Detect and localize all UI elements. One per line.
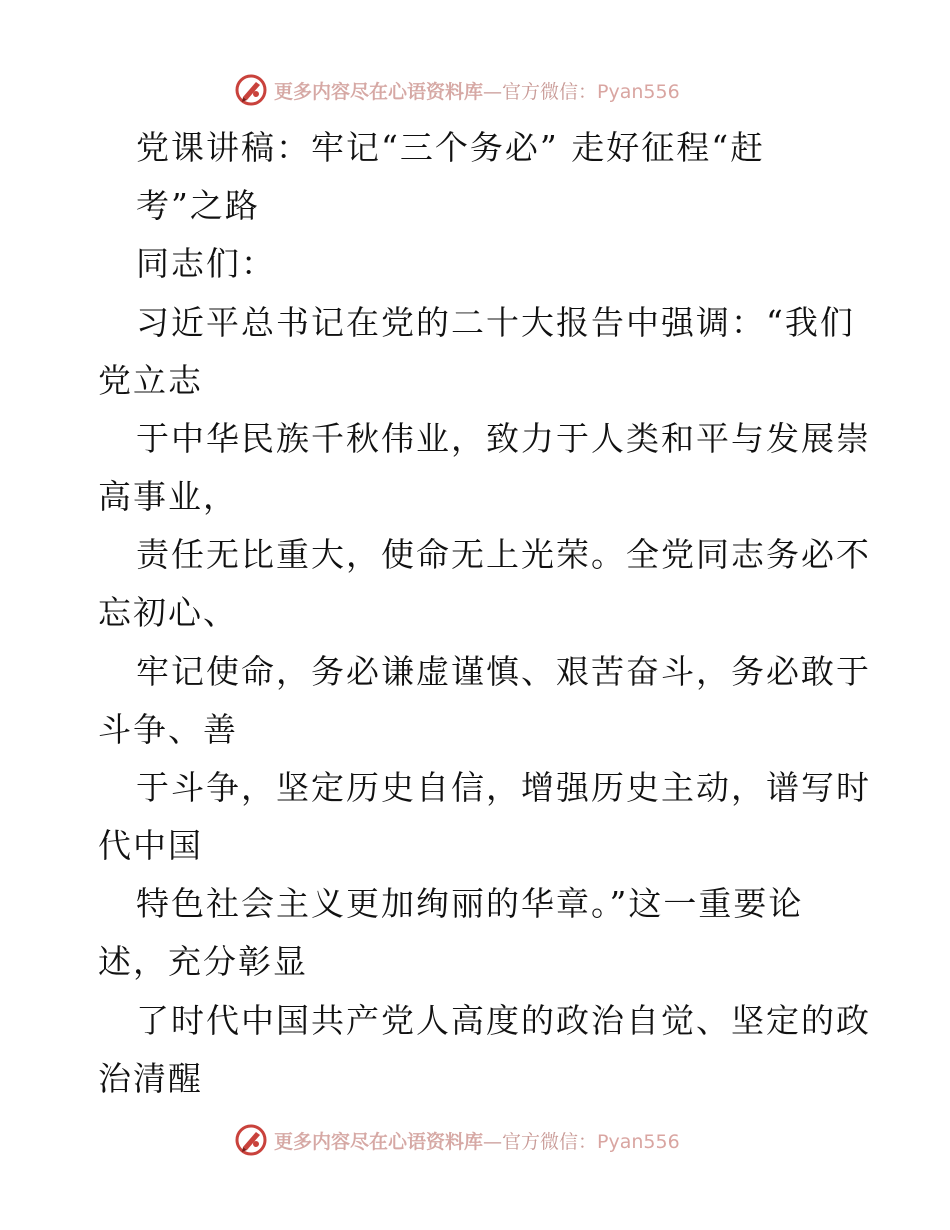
paragraph-line: 治清醒 [98,1059,203,1098]
paragraph-line: 高事业， [98,477,238,516]
watermark-main: 更多内容尽在心语资料库 [274,1130,484,1153]
watermark-dash: — [483,1130,503,1153]
footer-watermark [234,1122,680,1158]
paragraph-line: 述，充分彰显 [98,942,308,981]
paragraph-line: 了时代中国共产党人高度的政治自觉、坚定的政 [136,1001,871,1040]
watermark-wechat-id: Pyan556 [597,1130,680,1153]
paragraph-line: 斗争、善 [98,710,238,749]
paragraph-line: 于中华民族千秋伟业，致力于人类和平与发展崇 [136,419,871,458]
paragraph-line: 忘初心、 [98,593,238,632]
paragraph-line: 党立志 [98,361,203,400]
paragraph-line: 牢记使命，务必谦虚谨慎、艰苦奋斗，务必敢于 [136,652,871,691]
paragraph-line: 习近平总书记在党的二十大报告中强调：“我们 [136,303,855,342]
doc-title-line-2: 考”之路 [136,186,260,225]
paragraph-line: 代中国 [98,826,203,865]
doc-title-line-1: 党课讲稿：牢记“三个务必” 走好征程“赶 [136,128,766,167]
paragraph-line: 责任无比重大，使命无上光荣。全党同志务必不 [136,535,871,574]
header-watermark [234,72,680,108]
paragraph-line: 于斗争，坚定历史自信，增强历史主动，谱写时 [136,768,871,807]
watermark-text [274,77,680,104]
watermark-dash: — [483,80,503,103]
watermark-sub: 官方微信： [502,80,598,103]
paragraph-line: 特色社会主义更加绚丽的华章。”这一重要论 [136,884,804,923]
watermark-wechat-id: Pyan556 [597,80,680,103]
watermark-sub: 官方微信： [502,1130,598,1153]
watermark-main: 更多内容尽在心语资料库 [274,80,484,103]
pen-logo-icon [234,1123,268,1157]
watermark-text [274,1127,680,1154]
pen-logo-icon [234,73,268,107]
salutation: 同志们： [136,244,276,283]
